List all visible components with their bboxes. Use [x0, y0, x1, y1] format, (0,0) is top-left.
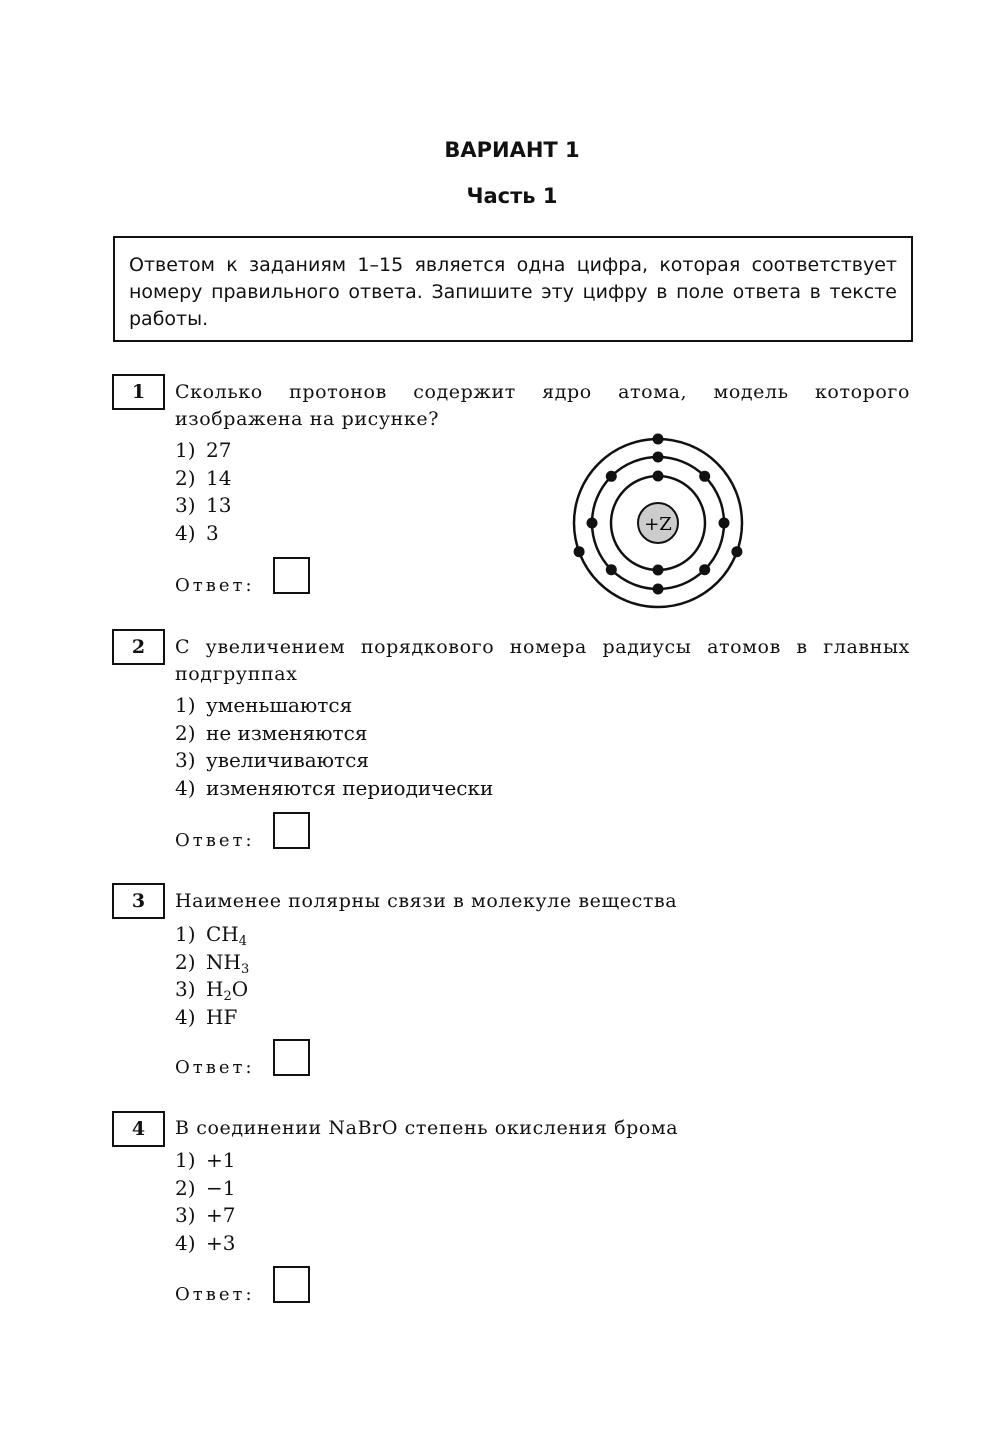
question-1-options	[175, 437, 231, 547]
electron-shell2-5	[653, 584, 664, 595]
option-3: 3) увеличиваются	[175, 748, 369, 772]
answer-box-4[interactable]	[273, 1266, 310, 1303]
electron-shell1-2	[653, 565, 664, 576]
electron-shell2-1	[653, 452, 664, 463]
question-1-text: Сколько протонов содержит ядро атома, модель которого изображена на рисунке?	[175, 381, 910, 430]
answer-box-2[interactable]	[273, 812, 310, 849]
question-3-options	[175, 921, 249, 1031]
electron-shell2-6	[606, 564, 617, 575]
electron-shell3-1	[653, 434, 664, 445]
answer-box-3[interactable]	[273, 1039, 310, 1076]
electron-shell3-3	[731, 546, 742, 557]
option-2: 2) $NH_3$	[175, 949, 250, 977]
electron-shell2-7	[587, 518, 598, 529]
option-2: 2) не изменяются	[175, 720, 368, 745]
electron-shell2-3	[719, 518, 730, 529]
option-4: 4) 3	[175, 520, 219, 545]
option-4: 4) изменяются периодически	[175, 775, 494, 800]
option-1: 1) 27	[175, 438, 232, 462]
nucleus-label: +Z	[644, 514, 672, 535]
answer-label: Ответ:	[175, 830, 255, 851]
electron-shell2-4	[699, 564, 710, 575]
question-1-number: 1	[112, 374, 165, 410]
question-2-options	[175, 692, 493, 802]
answer-label: Ответ:	[175, 1057, 255, 1078]
option-1: 1) $CH_4$	[175, 922, 248, 949]
question-2-number: 2	[112, 629, 165, 665]
question-4-number: 4	[112, 1111, 165, 1147]
question-3-number: 3	[112, 883, 165, 919]
option-3: 3) $H_2O$	[175, 977, 249, 1004]
atom-model-diagram	[568, 430, 748, 614]
question-4-options	[175, 1147, 235, 1257]
electron-shell2-2	[699, 471, 710, 482]
electron-shell2-8	[606, 471, 617, 482]
question-2-text: С увеличением порядкового номера радиусы атомов в главных подгруппах	[175, 636, 910, 685]
option-4: 4) HF	[175, 1004, 238, 1029]
question-4-text: В соединении NaBrO степень окисления брома	[175, 1117, 679, 1139]
answer-label: Ответ:	[175, 575, 255, 596]
option-2: 2) 14	[175, 465, 232, 490]
option-3: 3) +7	[175, 1203, 236, 1227]
option-4: 4) +3	[175, 1230, 236, 1255]
part-title: Часть 1	[466, 184, 558, 208]
variant-title: ВАРИАНТ 1	[444, 138, 580, 162]
option-1: 1) +1	[175, 1148, 236, 1172]
electron-shell1-1	[653, 471, 664, 482]
answer-label: Ответ:	[175, 1284, 255, 1305]
electron-shell3-2	[574, 546, 585, 557]
option-2: 2) −1	[175, 1175, 236, 1200]
option-3: 3) 13	[175, 493, 232, 517]
option-1: 1) уменьшаются	[175, 693, 353, 717]
answer-box-1[interactable]	[273, 557, 310, 594]
question-3-text: Наименее полярны связи в молекуле вещества	[175, 890, 678, 912]
instructions-box: Ответом к заданиям 1–15 является одна цифра, которая соответствует номеру правильного ответа. Запишите эту цифру в поле ответа в тексте работы.	[113, 236, 913, 342]
